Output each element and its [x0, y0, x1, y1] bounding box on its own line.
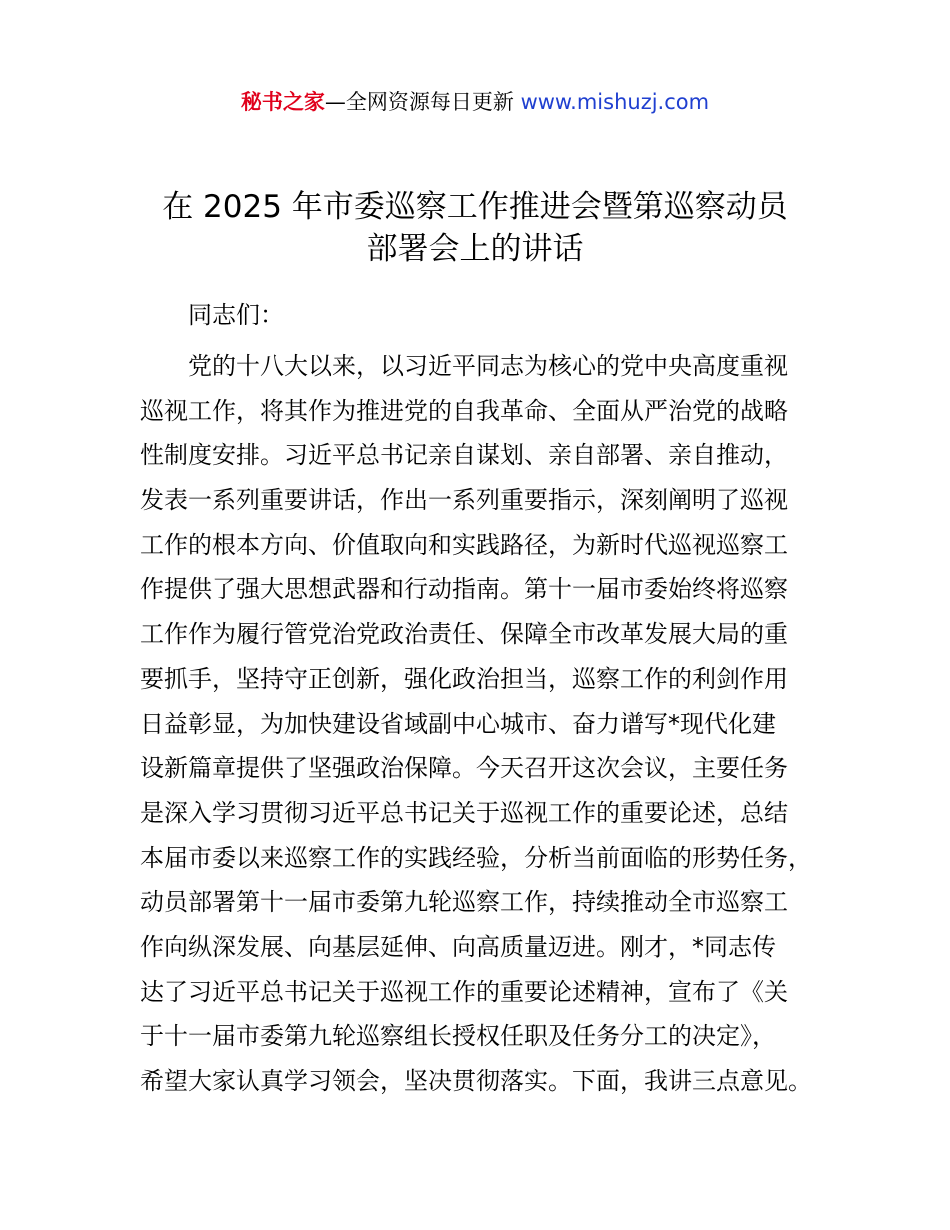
- site-url-link[interactable]: www.mishuzj.com: [520, 90, 710, 114]
- paragraph-line: 日益彰显，为加快建设省域副中心城市、奋力谱写*现代化建: [140, 709, 776, 738]
- title-line-1: 在 2025 年市委巡察工作推进会暨第巡察动员: [162, 189, 788, 225]
- document-title: [0, 186, 950, 270]
- paragraph-line: 于十一届市委第九轮巡察组长授权任职及任务分工的决定》，: [140, 1022, 776, 1051]
- site-header: [0, 86, 950, 118]
- salutation: 同志们：: [188, 301, 284, 329]
- title-line-2: 部署会上的讲话: [366, 231, 584, 267]
- paragraph-line: 是深入学习贯彻习近平总书记关于巡视工作的重要论述，总结: [140, 798, 788, 827]
- paragraph-line: 作向纵深发展、向基层延伸、向高质量迈进。刚才，*同志传: [140, 932, 776, 961]
- site-tagline: —全网资源每日更新: [324, 90, 521, 114]
- paragraph-line: 要抓手，坚持守正创新，强化政治担当，巡察工作的利剑作用: [140, 664, 788, 693]
- paragraph-line: 发表一系列重要讲话，作出一系列重要指示，深刻阐明了巡视: [140, 486, 788, 515]
- site-brand: 秘书之家: [240, 90, 325, 114]
- paragraph-line: 作提供了强大思想武器和行动指南。第十一届市委始终将巡察: [140, 575, 788, 604]
- paragraph-line: 性制度安排。习近平总书记亲自谋划、亲自部署、亲自推动，: [140, 441, 788, 470]
- paragraph-line: 工作作为履行管党治党政治责任、保障全市改革发展大局的重: [140, 620, 788, 649]
- body-paragraph: [140, 344, 840, 1104]
- paragraph-line: 本届市委以来巡察工作的实践经验，分析当前面临的形势任务，: [140, 843, 812, 872]
- paragraph-line: 达了习近平总书记关于巡视工作的重要论述精神，宣布了《关: [140, 977, 788, 1006]
- paragraph-line: 工作的根本方向、价值取向和实践路径，为新时代巡视巡察工: [140, 530, 788, 559]
- paragraph-line: 设新篇章提供了坚强政治保障。今天召开这次会议，主要任务: [140, 754, 788, 783]
- paragraph-line: 党的十八大以来，以习近平同志为核心的党中央高度重视: [188, 352, 788, 380]
- paragraph-line: 希望大家认真学习领会，坚决贯彻落实。下面，我讲三点意见。: [140, 1067, 812, 1095]
- paragraph-line: 动员部署第十一届市委第九轮巡察工作，持续推动全市巡察工: [140, 888, 788, 917]
- paragraph-line: 巡视工作，将其作为推进党的自我革命、全面从严治党的战略: [140, 396, 788, 425]
